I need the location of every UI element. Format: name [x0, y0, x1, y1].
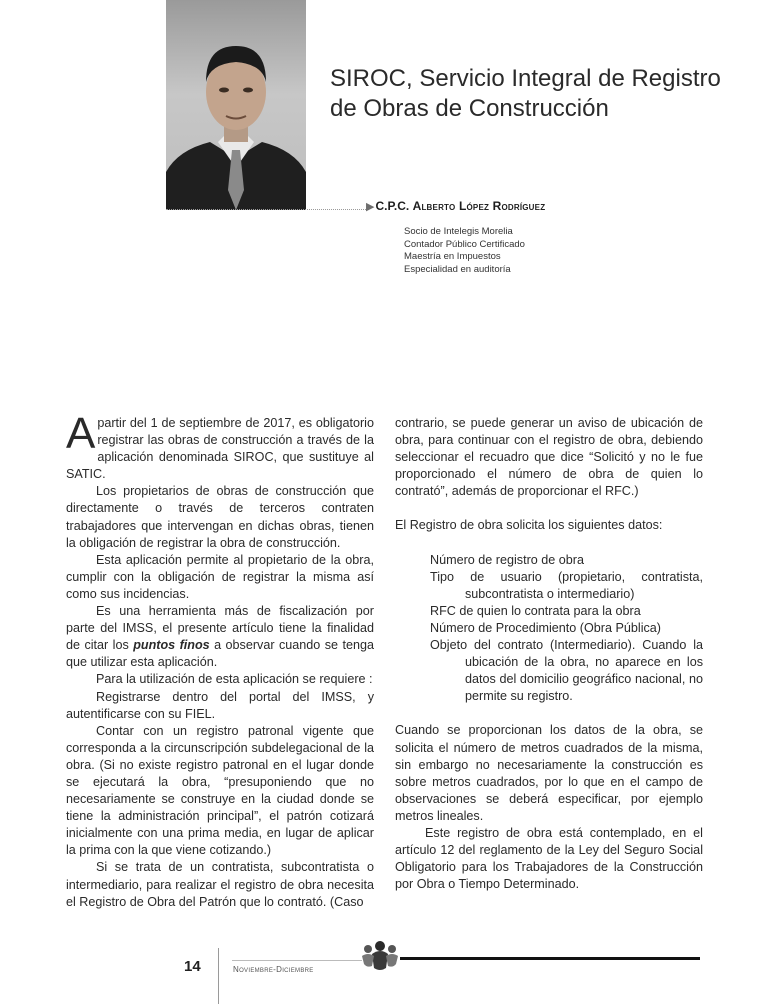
requirements-list — [395, 552, 703, 706]
paragraph: Para la utilización de esta aplicación se requiere : — [96, 672, 373, 687]
footer-divider — [218, 948, 219, 1004]
paragraph: Registrarse dentro del portal del IMSS, y autentificarse con su FIEL. — [66, 689, 374, 721]
paragraph: El Registro de obra solicita los siguientes datos: — [395, 518, 663, 533]
author-line — [366, 199, 545, 213]
author-prefix: C.P.C. — [375, 199, 410, 213]
author-photo — [166, 0, 306, 210]
footer-rule-thin — [232, 960, 362, 961]
emphasis: puntos finos — [133, 638, 210, 653]
author-credentials — [404, 226, 525, 276]
drop-cap: A — [66, 409, 96, 458]
photo-divider — [166, 209, 366, 211]
publisher-logo-icon — [360, 938, 400, 974]
author-name: Alberto López Rodríguez — [412, 199, 546, 213]
list-item: RFC de quien lo contrata para la obra — [430, 603, 641, 618]
issue-label: Noviembre-Diciembre — [233, 965, 314, 974]
page-number: 14 — [184, 958, 201, 975]
credential-line: Socio de Intelegis Morelia — [404, 226, 513, 237]
paragraph: Esta aplicación permite al propietario de la obra, cumplir con la obligación de registrar la misma así como sus incidencias. — [66, 552, 374, 601]
article-title: SIROC, Servicio Integral de Registro de Obras de Construcción — [330, 65, 721, 122]
paragraph: Si se trata de un contratista, subcontratista o intermediario, para realizar el registro de obra necesita el Registro de Obra del Patrón que lo contrató. (Caso — [66, 860, 374, 909]
paragraph: Los propietarios de obras de construcción que directamente o través de terceros contraten trabajadores que intervengan en dichas obras, tienen la obligación de registrar la obra de construcción. — [66, 484, 374, 550]
body-column-left — [66, 409, 374, 911]
credential-line: Contador Público Certificado — [404, 238, 525, 250]
credential-line: Maestría en Impuestos — [404, 251, 501, 262]
paragraph: Contar con un registro patronal vigente que corresponda a la circunscripción subdelegacional de la obra. (Si no existe registro patronal en el lugar donde se ejecutará la obra, “presuponiendo que no necesariamente se construye en la ciudad donde se tiene la administración principal”, el patrón cotizará inicialmente con una prima media, en lugar de aplicar la prima con la que viene cotizando.) — [66, 723, 374, 858]
list-item: Número de registro de obra — [430, 552, 585, 567]
paragraph: Cuando se proporcionan los datos de la obra, se solicita el número de metros cuadrados de la misma, sin embargo no necesariamente la construcción es sobre metros cuadrados, por lo que en el campo de observaciones se deberá especificar, por ejemplo metros lineales. — [395, 723, 703, 823]
footer-rule — [400, 957, 700, 960]
arrow-right-icon: ▶ — [366, 201, 375, 213]
credential-line: Especialidad en auditoría — [404, 263, 511, 275]
paragraph: Este registro de obra está contemplado, en el artículo 12 del reglamento de la Ley del Seguro Social Obligatorio para los Trabajadores de la Construcción por Obra o Tiempo Determinado. — [395, 825, 703, 892]
paragraph: Apartir del 1 de septiembre de 2017, es obligatorio registrar las obras de construcción a través de la aplicación denominada SIROC, que sustituye al SATIC. — [66, 409, 374, 482]
list-item: Tipo de usuario (propietario, contratista, subcontratista o intermediario) — [430, 569, 703, 601]
list-item: Objeto del contrato (Intermediario). Cuando la ubicación de la obra, no aparece en los datos del domicilio geográfico nacional, no permite su registro. — [430, 638, 703, 704]
paragraph: Es una herramienta más de fiscalización por parte del IMSS, el presente artículo tiene la finalidad de citar los puntos finos a observar cuando se tenga que utilizar esta aplicación. — [66, 604, 374, 670]
body-column-right — [395, 415, 703, 893]
list-item: Número de Procedimiento (Obra Pública) — [430, 620, 661, 635]
paragraph: contrario, se puede generar un aviso de ubicación de obra, para continuar con el registro de obra, debiendo seleccionar el recuadro que dice “Solicitó y no le fue proporcionado el número de obra de quien lo contrató”, además de proporcionar el RFC.) — [395, 416, 703, 499]
